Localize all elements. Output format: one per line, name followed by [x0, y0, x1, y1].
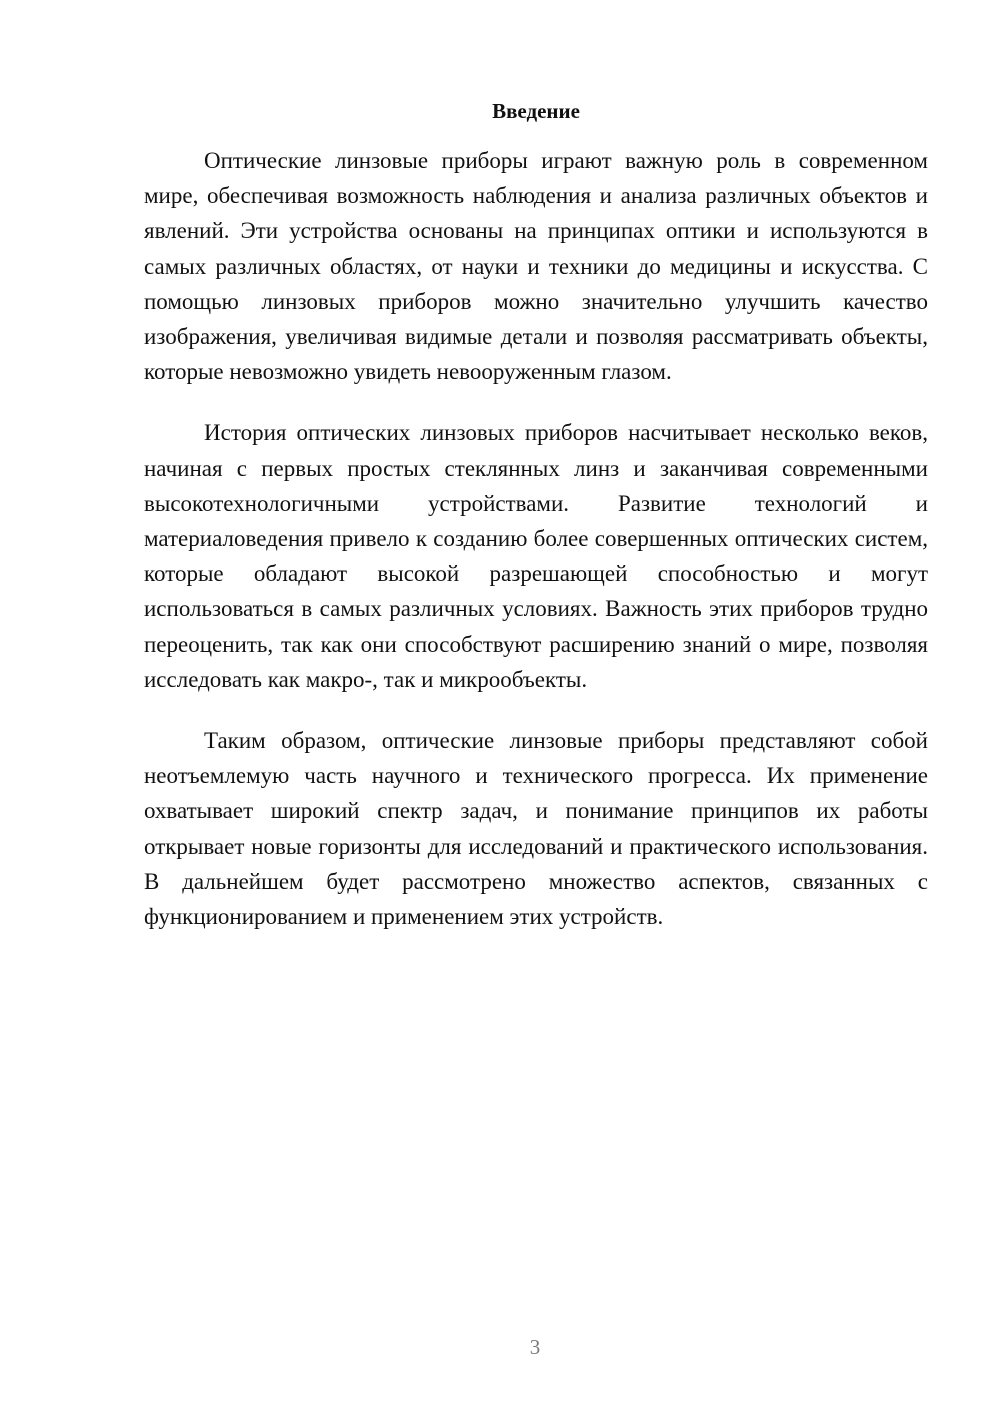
section-title: Введение [492, 99, 580, 123]
paragraph-introduction: Оптические линзовые приборы играют важную роль в современном мире, обеспечивая возможность наблюдения и анализа различных объектов и явлений. Эти устройства основаны на принципах оптики и используются в самых различных областях, от науки и техники до медицины и искусства. С помощью линзовых приборов можно значительно улучшить качество изображения, увеличивая видимые детали и позволяя рассматривать объекты, которые невозможно увидеть невооруженным глазом. [144, 148, 928, 385]
page-number: 3 [529, 1335, 541, 1359]
paragraph-conclusion: Таким образом, оптические линзовые приборы представляют собой неотъемлемую часть научного и технического прогресса. Их применение охватывает широкий спектр задач, и понимание принципов их работы открывает новые горизонты для исследований и практического использования. В дальнейшем будет рассмотрено множество аспектов, связанных с функционированием и применением этих устройств. [144, 728, 928, 930]
page-content [144, 96, 928, 934]
paragraph-history: История оптических линзовых приборов насчитывает несколько веков, начиная с первых простых стеклянных линз и заканчивая современными высокотехнологичными устройствами. Развитие технологий и материаловедения привело к созданию более совершенных оптических систем, которые обладают высокой разрешающей способностью и могут использоваться в самых различных условиях. Важность этих приборов трудно переоценить, так как они способствуют расширению знаний о мире, позволяя исследовать как макро-, так и микрообъекты. [144, 420, 928, 692]
